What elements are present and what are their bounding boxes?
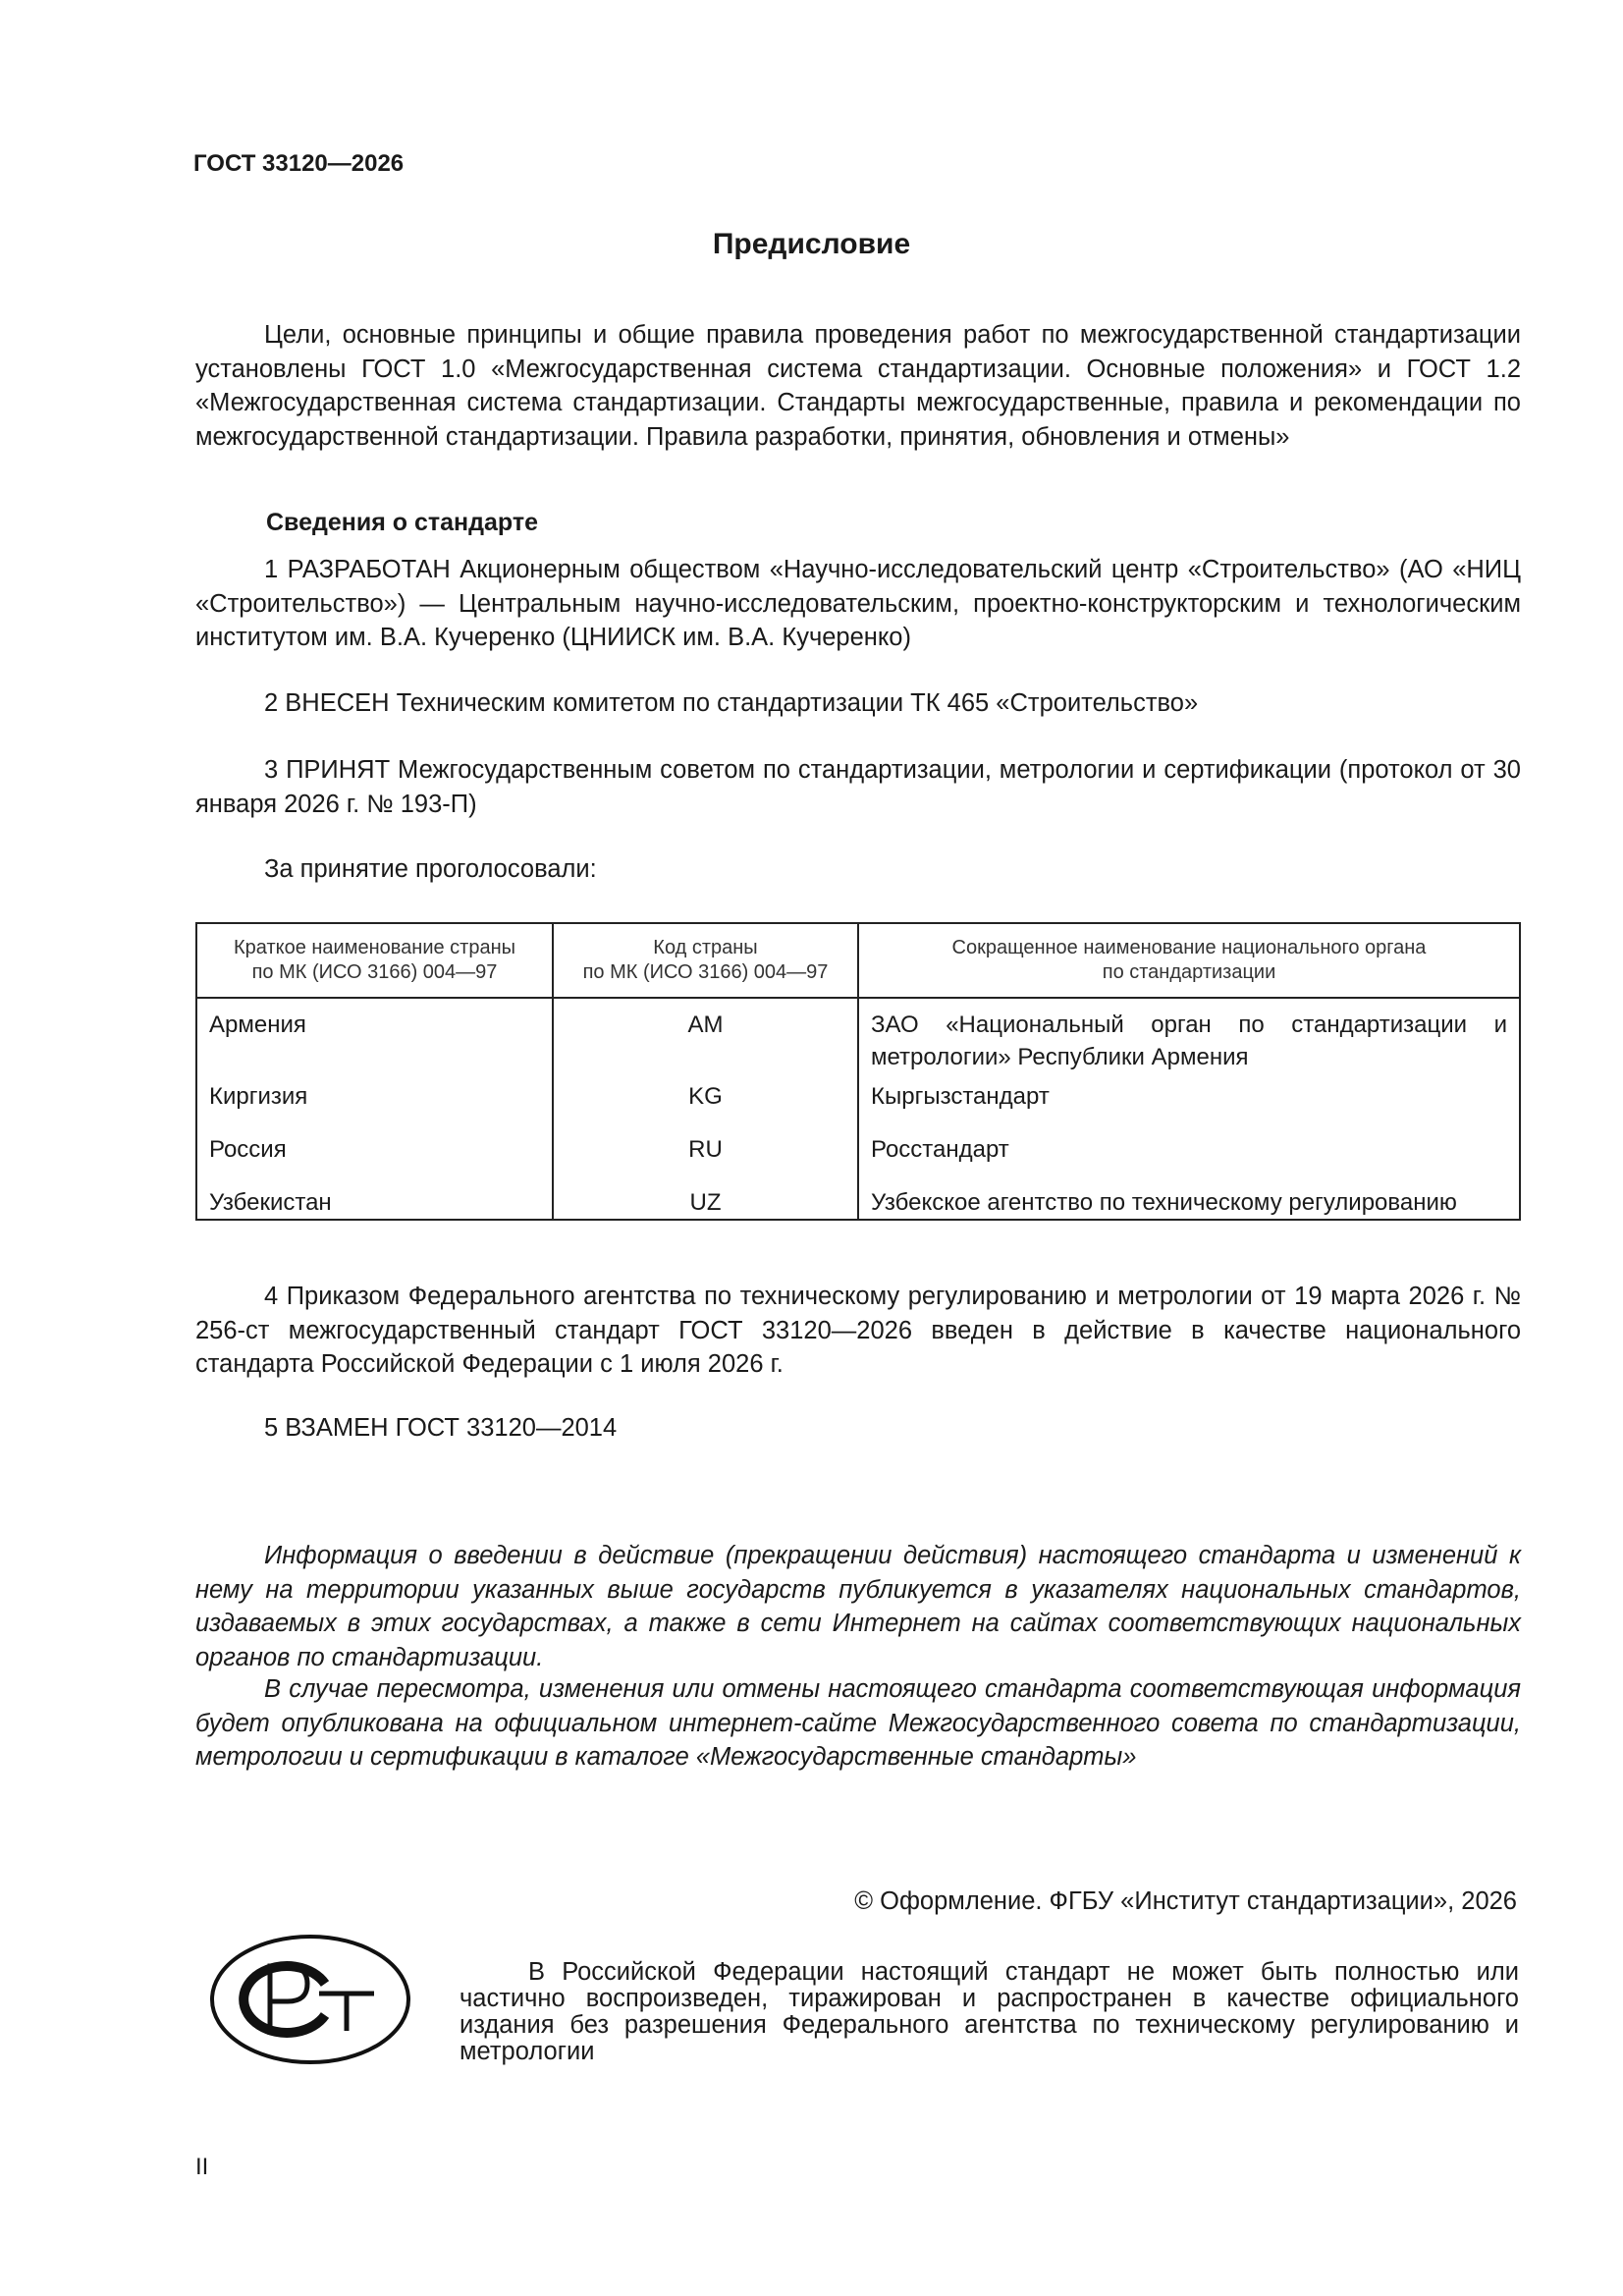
- country-code-cell: UZ: [553, 1182, 858, 1220]
- table-row: [196, 1182, 1520, 1220]
- item-1-developed: 1 РАЗРАБОТАН Акционерным обществом «Научно-исследовательский центр «Строительство» (АО «НИЦ «Строительство») — Центральным научно-исследовательским, проектно-конструкторским и технологическим институтом им. В.А. Кучеренко (ЦНИИСК им. В.А. Кучеренко): [195, 556, 1521, 651]
- column-header-organization: Сокращенное наименование национального органа по стандартизации: [858, 923, 1520, 998]
- intro-paragraph: Цели, основные принципы и общие правила проведения работ по межгосударственной стандартизации установлены ГОСТ 1.0 «Межгосударственная система стандартизации. Основные положения» и ГОСТ 1.2 «Межгосударственная система стандартизации. Стандарты межгосударственные, правила и рекомендации по межгосударственной стандартизации. Правила разработки, принятия, обновления и отмены»: [195, 321, 1521, 451]
- table-header-row: [196, 923, 1520, 998]
- country-cell: Армения: [209, 1011, 306, 1038]
- reproduction-notice: В Российской Федерации настоящий стандарт не может быть полностью или частично воспроизведен, тиражирован и распространен в качестве официального издания без разрешения Федерального агентства по техническому регулированию и метрологии: [460, 1958, 1519, 2065]
- country-cell: Узбекистан: [209, 1189, 332, 1216]
- voted-label: За принятие проголосовали:: [264, 855, 597, 883]
- country-code-cell: KG: [553, 1076, 858, 1129]
- country-code-cell: AM: [553, 998, 858, 1076]
- organization-cell: ЗАО «Национальный орган по стандартизации и метрологии» Республики Армения: [858, 998, 1520, 1076]
- info-note-paragraph-2: В случае пересмотра, изменения или отмены настоящего стандарта соответствующая информация будет опубликована на официальном интернет-сайте Межгосударственного совета по стандартизации, метрологии и сертификации в каталоге «Межгосударственные стандарты»: [195, 1675, 1521, 1771]
- item-5-replaces: 5 ВЗАМЕН ГОСТ 33120—2014: [264, 1414, 618, 1442]
- item-2-submitted: 2 ВНЕСЕН Техническим комитетом по стандартизации ТК 465 «Строительство»: [264, 689, 1199, 717]
- item-3-adopted: 3 ПРИНЯТ Межгосударственным советом по стандартизации, метрологии и сертификации (протокол от 30 января 2026 г. № 193-П): [195, 756, 1521, 818]
- table-row: [196, 1129, 1520, 1182]
- country-cell: Россия: [209, 1136, 287, 1163]
- table-row: [196, 1076, 1520, 1129]
- document-code-header: ГОСТ 33120—2026: [193, 150, 405, 177]
- copyright-notice: © Оформление. ФГБУ «Институт стандартизации», 2026: [854, 1887, 1517, 1915]
- column-header-country: Краткое наименование страны по МК (ИСО 3166) 004—97: [196, 923, 553, 998]
- page-number: II: [195, 2154, 209, 2180]
- table-row: [196, 998, 1520, 1076]
- organization-cell: Кыргызстандарт: [858, 1076, 1520, 1129]
- organization-cell: Узбекское агентство по техническому регулированию: [858, 1182, 1520, 1220]
- country-code-cell: RU: [553, 1129, 858, 1182]
- section-heading: Сведения о стандарте: [266, 509, 539, 536]
- country-cell: Киргизия: [209, 1083, 308, 1110]
- organization-cell: Росстандарт: [858, 1129, 1520, 1182]
- voting-table: [195, 922, 1521, 1221]
- gost-r-certification-mark-icon: [209, 1933, 411, 2066]
- item-4-order: 4 Приказом Федерального агентства по техническому регулированию и метрологии от 19 марта 2026 г. № 256-ст межгосударственный стандарт ГОСТ 33120—2026 введен в действие в качестве национального стандарта Российской Федерации с 1 июля 2026 г.: [195, 1283, 1521, 1378]
- column-header-code: Код страны по МК (ИСО 3166) 004—97: [553, 923, 858, 998]
- info-note-paragraph-1: Информация о введении в действие (прекращении действия) настоящего стандарта и изменений к нему на территории указанных выше государств публикуется в указателях национальных стандартов, издаваемых в этих государствах, а также в сети Интернет на сайтах соответствующих национальных органов по стандартизации.: [195, 1542, 1521, 1671]
- page-title: Предисловие: [712, 228, 911, 260]
